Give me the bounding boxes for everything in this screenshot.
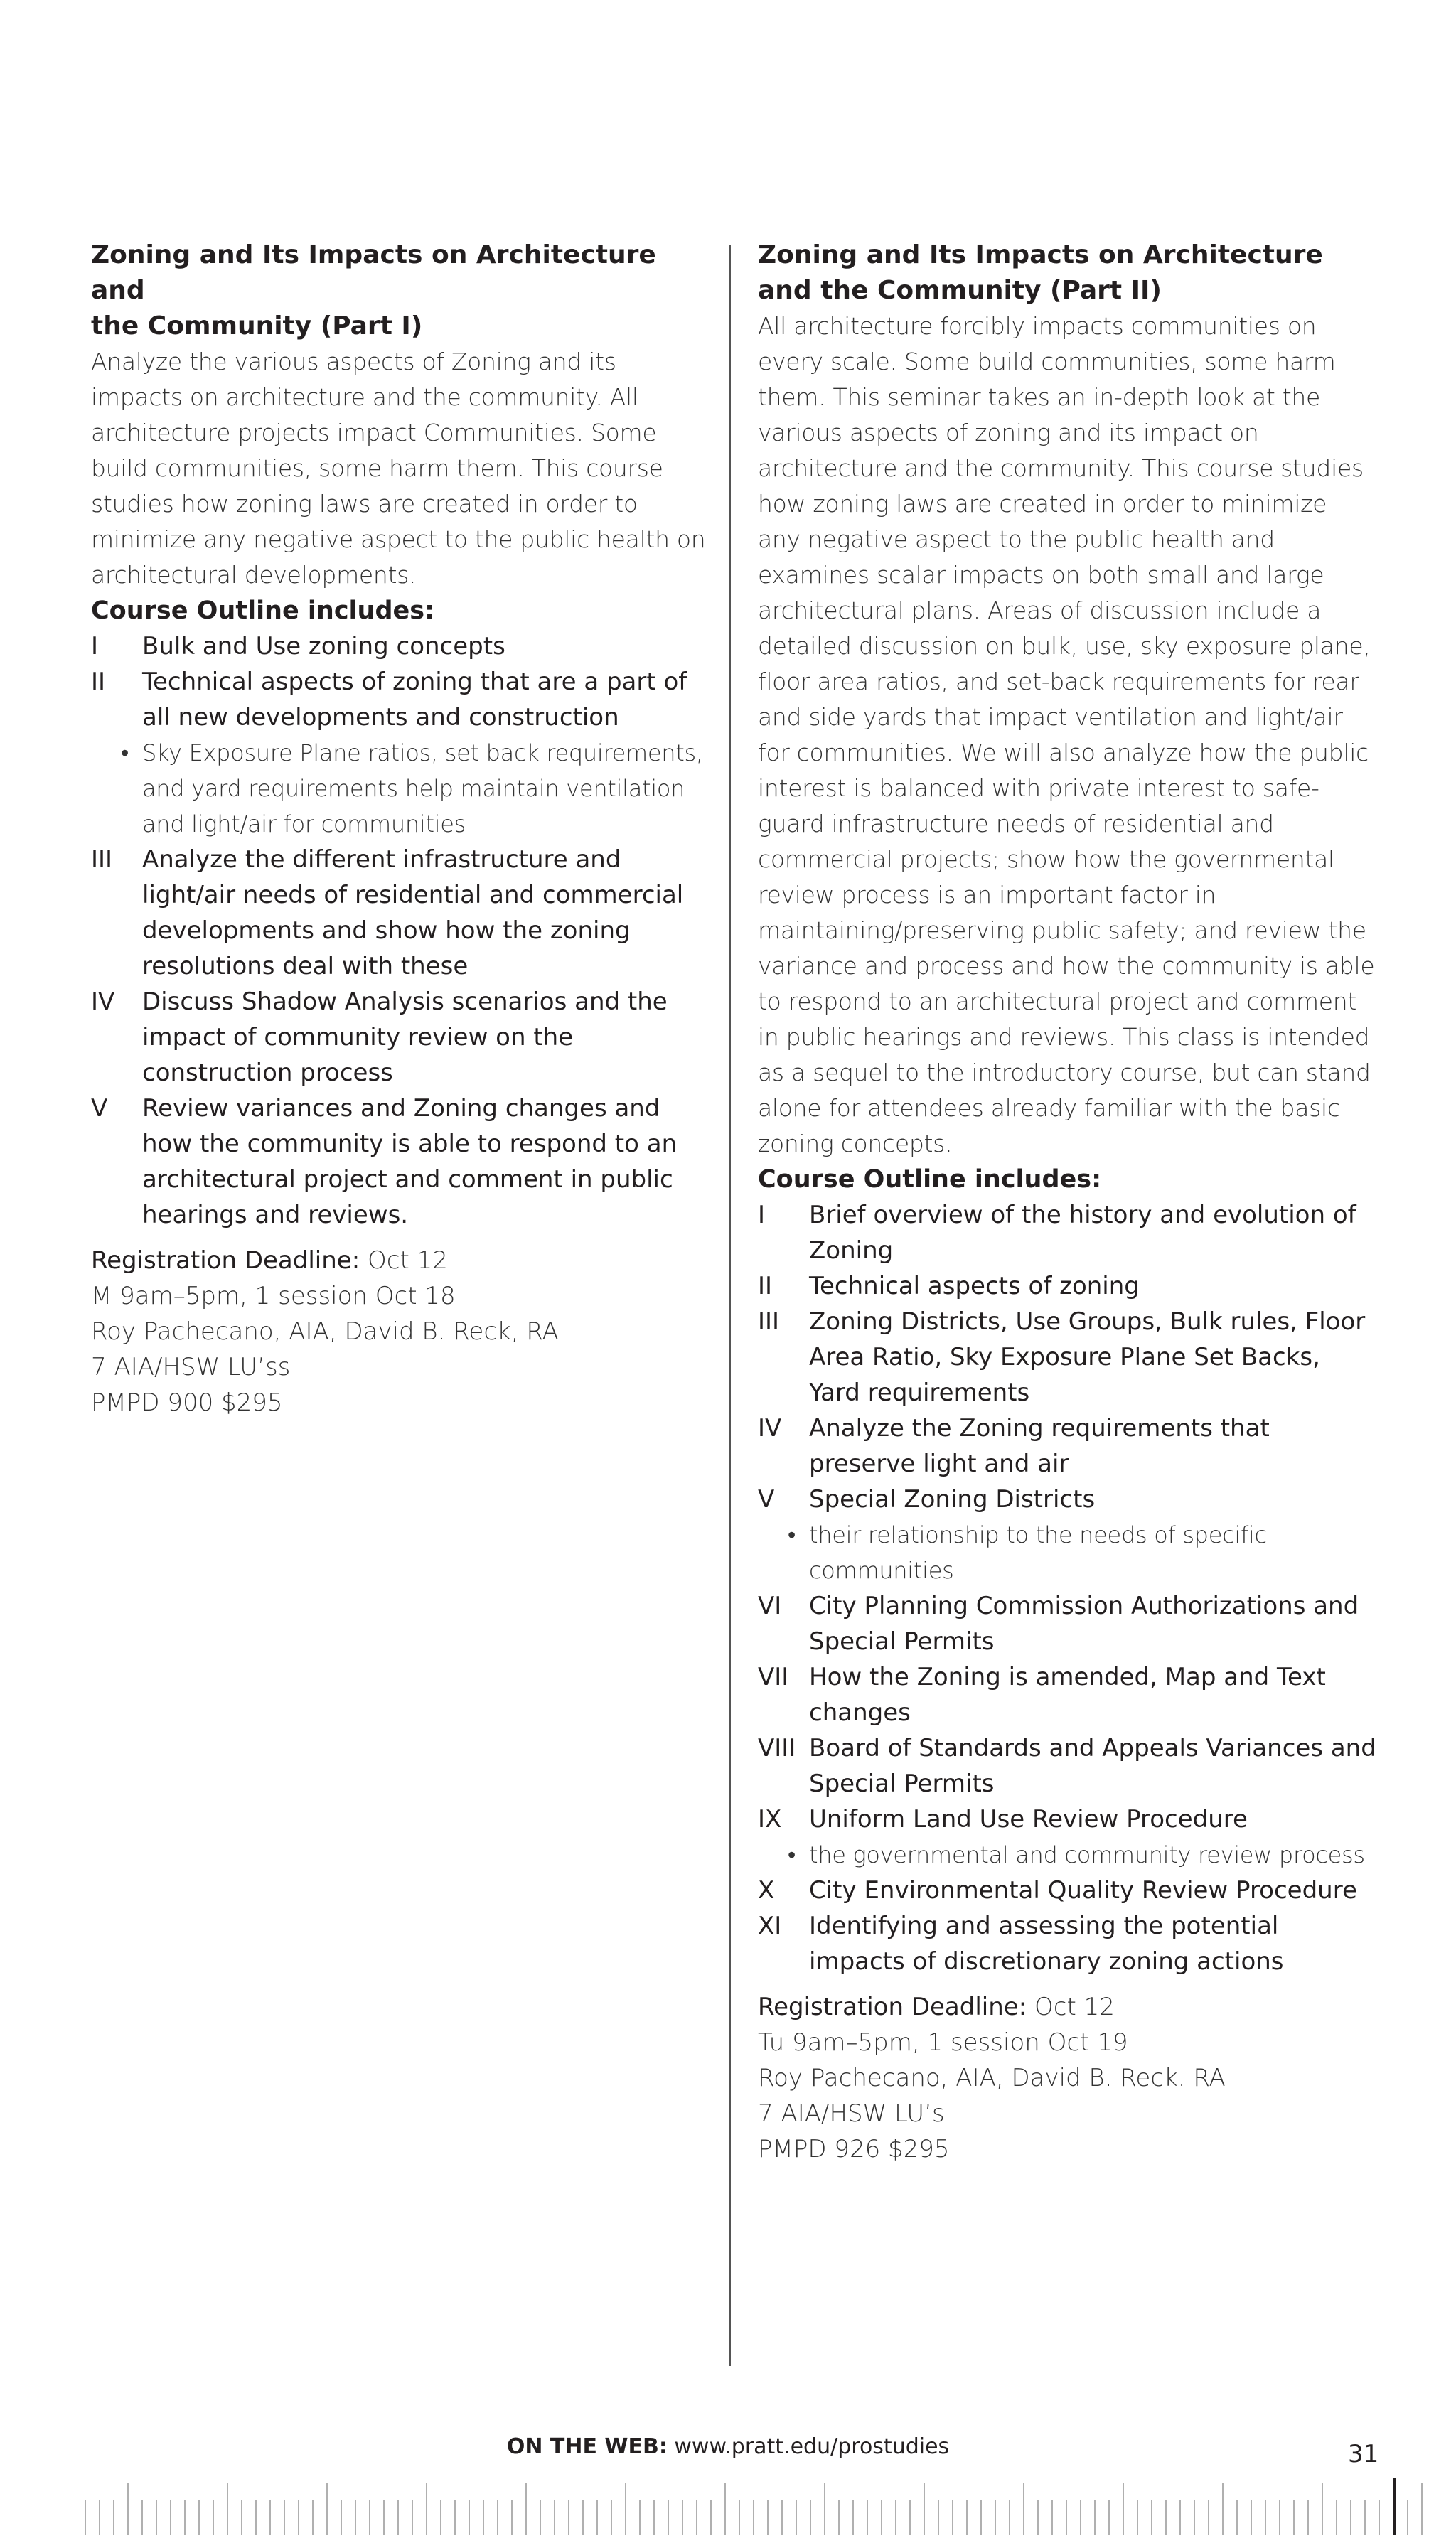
outline-text: Analyze the different infrastructure and light/air needs of residential and commercial developments and show how the zoning resolutions deal with these xyxy=(142,845,684,980)
outline-item xyxy=(758,1268,1376,1304)
outline-text: Review variances and Zoning changes and how the community is able to respond to an architectural project and comment in public hearings and reviews. xyxy=(142,1094,678,1229)
outline-item xyxy=(91,628,710,664)
column-divider xyxy=(729,245,731,2366)
outline-number: III xyxy=(758,1307,780,1336)
outline-number: VI xyxy=(758,1592,782,1620)
outline-text: Technical aspects of zoning that are a part of all new developments and construction xyxy=(142,668,687,732)
outline-text: Brief overview of the history and evolution of Zoning xyxy=(809,1201,1356,1265)
outline-number: XI xyxy=(758,1912,782,1940)
outline-item xyxy=(758,1304,1376,1410)
outline-text: Uniform Land Use Review Procedure xyxy=(809,1805,1248,1834)
outline-number: IX xyxy=(758,1805,782,1834)
outline-sub-bullet xyxy=(758,1837,1376,1873)
outline-item xyxy=(758,1410,1376,1482)
course-description: All architecture forcibly impacts communities on every scale. Some build communities, some harm them. This seminar takes an in-depth look at the various aspects of zoning and its impact on architecture and the community. This course studies how zoning laws are created in order to minimize any negative aspect to the public health and examines scalar impacts on both small and large architectural plans. Areas of discussion include a detailed discussion on bulk, use, sky exposure plane, floor area ratios, and set-back requirements for rear and side yards that impact ventilation and light/air for communities. We will also analyze how the public interest is balanced with private interest to safe-guard infrastructure needs of residential and commercial projects; show how the governmental review process is an important factor in maintaining/preserving public safety; and review the variance and process and how the community is able to respond to an architectural project and comment in public hearings and reviews. This class is intended as a sequel to the introductory course, but can stand alone for attendees already familiar with the basic zoning concepts. xyxy=(758,312,1375,1157)
credits: 7 AIA/HSW LU’ss xyxy=(91,1353,291,1381)
course-code-price: PMPD 900 $295 xyxy=(91,1388,283,1417)
outline-number: V xyxy=(91,1094,108,1123)
instructors: Roy Pachecano, AIA, David B. Reck. RA xyxy=(758,2064,1226,2092)
outline-item xyxy=(91,984,710,1091)
course-title-line1: Zoning and Its Impacts on Architecture and xyxy=(91,240,656,305)
outline-text: City Environmental Quality Review Procedure xyxy=(809,1876,1357,1905)
outline-item xyxy=(758,1197,1376,1268)
outline-number: I xyxy=(91,632,99,660)
ruler-decoration xyxy=(85,2478,1436,2535)
course-outline xyxy=(91,628,710,1233)
web-label: ON THE WEB: xyxy=(506,2434,668,2459)
outline-item xyxy=(758,1908,1376,1979)
outline-heading: Course Outline includes: xyxy=(91,596,435,625)
outline-number: V xyxy=(758,1485,775,1514)
page-number: 31 xyxy=(1348,2440,1379,2468)
outline-text: Bulk and Use zoning concepts xyxy=(142,632,505,660)
course-outline xyxy=(758,1197,1376,1979)
outline-item xyxy=(758,1588,1376,1659)
bullet-icon: • xyxy=(788,1521,796,1548)
outline-text: Board of Standards and Appeals Variances and Special Permits xyxy=(809,1734,1376,1798)
outline-sub-bullet xyxy=(758,1517,1376,1588)
outline-item xyxy=(758,1659,1376,1730)
registration-deadline-label: Registration Deadline: xyxy=(91,1246,360,1275)
sub-bullet-text: the governmental and community review process xyxy=(809,1841,1365,1868)
outline-text: Zoning Districts, Use Groups, Bulk rules, Floor Area Ratio, Sky Exposure Plane Set Backs, Yard requirements xyxy=(809,1307,1366,1407)
bullet-icon: • xyxy=(121,739,129,766)
outline-number: I xyxy=(758,1201,766,1229)
web-url-link[interactable]: www.pratt.edu/prostudies xyxy=(674,2434,950,2459)
outline-number: IV xyxy=(91,987,115,1016)
registration-deadline-label: Registration Deadline: xyxy=(758,1993,1027,2021)
page-footer xyxy=(0,2434,1456,2459)
outline-text: Discuss Shadow Analysis scenarios and the impact of community review on the construction process xyxy=(142,987,668,1087)
outline-item xyxy=(758,1730,1376,1802)
registration-info xyxy=(758,1989,1376,2167)
session-schedule: Tu 9am–5pm, 1 session Oct 19 xyxy=(758,2028,1128,2057)
course-title-line1: Zoning and Its Impacts on Architecture xyxy=(758,240,1323,269)
outline-text: Analyze the Zoning requirements that preserve light and air xyxy=(809,1414,1270,1478)
outline-number: III xyxy=(91,845,113,874)
outline-number: VII xyxy=(758,1663,789,1691)
outline-item xyxy=(91,1091,710,1233)
outline-number: VIII xyxy=(758,1734,796,1762)
registration-deadline-date: Oct 12 xyxy=(367,1246,448,1275)
outline-number: X xyxy=(758,1876,775,1905)
course-part-two xyxy=(758,237,1376,2167)
sub-bullet-text: Sky Exposure Plane ratios, set back requirements, and yard requirements help maintain ventilation and light/air for communities xyxy=(142,739,703,837)
outline-item xyxy=(91,664,710,735)
outline-text: How the Zoning is amended, Map and Text changes xyxy=(809,1663,1326,1727)
credits: 7 AIA/HSW LU’s xyxy=(758,2099,945,2128)
course-title xyxy=(758,237,1376,309)
course-part-one xyxy=(91,237,710,1420)
outline-sub-bullet xyxy=(91,735,710,842)
sub-bullet-text: their relationship to the needs of specific communities xyxy=(809,1521,1267,1584)
course-title xyxy=(91,237,710,344)
course-description: Analyze the various aspects of Zoning and its impacts on architecture and the community. All architecture projects impact Communities. Some build communities, some harm them. This course studies how zoning laws are created in order to minimize any negative aspect to the public health on architectural developments. xyxy=(91,348,706,589)
outline-item xyxy=(758,1873,1376,1908)
registration-info xyxy=(91,1243,710,1420)
outline-number: IV xyxy=(758,1414,782,1442)
outline-item xyxy=(91,842,710,984)
outline-number: II xyxy=(758,1272,773,1300)
outline-text: Identifying and assessing the potential impacts of discretionary zoning actions xyxy=(809,1912,1284,1976)
course-title-line2: the Community (Part I) xyxy=(91,311,423,341)
instructors: Roy Pachecano, AIA, David B. Reck, RA xyxy=(91,1317,559,1346)
registration-deadline-date: Oct 12 xyxy=(1034,1993,1115,2021)
bullet-icon: • xyxy=(788,1841,796,1868)
course-code-price: PMPD 926 $295 xyxy=(758,2135,950,2163)
outline-text: Technical aspects of zoning xyxy=(809,1272,1140,1300)
session-schedule: M 9am–5pm, 1 session Oct 18 xyxy=(91,1282,456,1310)
outline-item xyxy=(758,1802,1376,1837)
outline-text: City Planning Commission Authorizations and Special Permits xyxy=(809,1592,1359,1656)
outline-number: II xyxy=(91,668,106,696)
outline-heading: Course Outline includes: xyxy=(758,1165,1102,1194)
outline-item xyxy=(758,1482,1376,1517)
course-title-line2: and the Community (Part II) xyxy=(758,276,1162,305)
outline-text: Special Zoning Districts xyxy=(809,1485,1096,1514)
